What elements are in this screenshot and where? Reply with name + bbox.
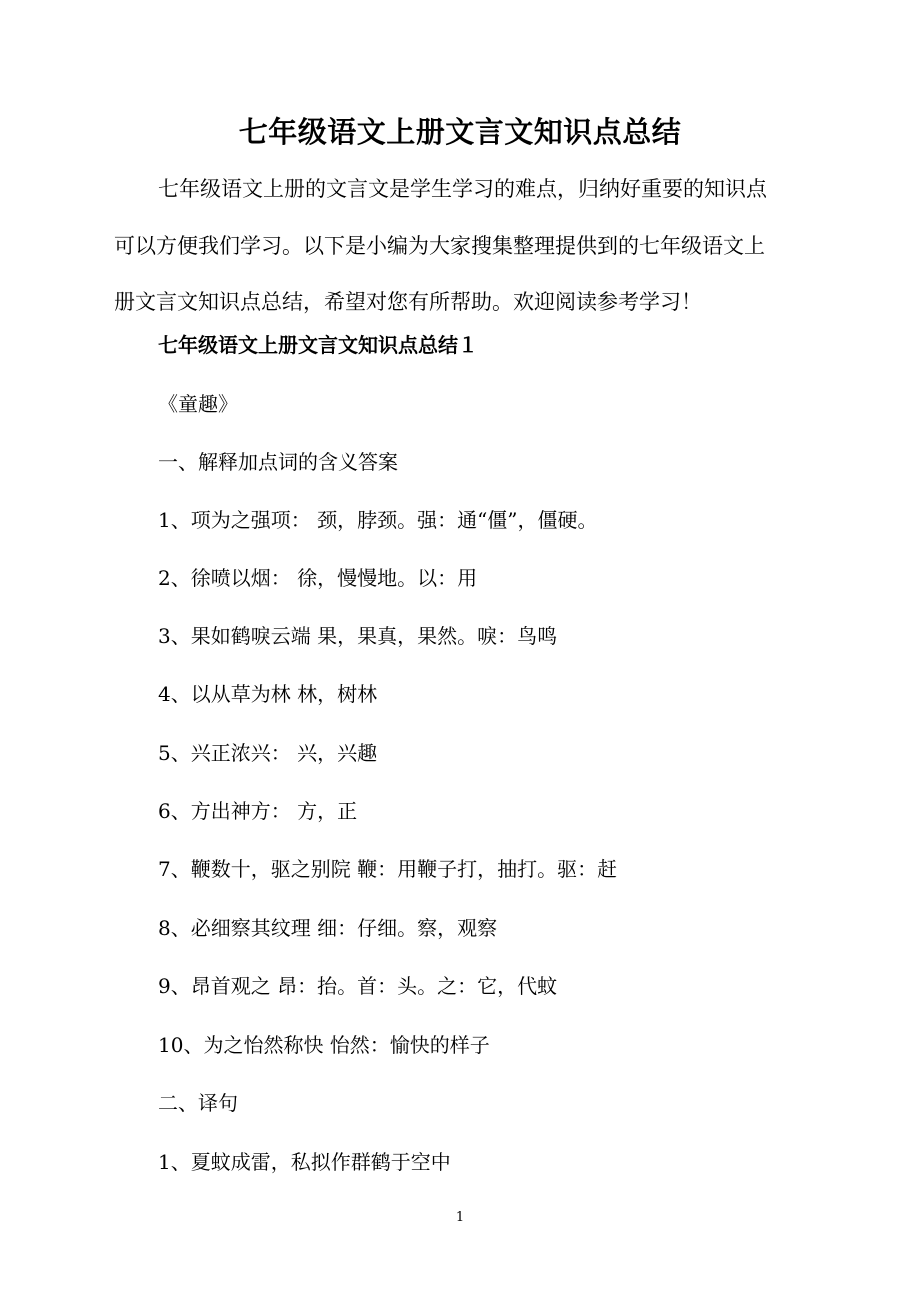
page-number: 1 [455,1210,465,1225]
intro-line: 七年级语文上册的文言文是学生学习的难点，归纳好重要的知识点 [158,177,767,201]
lesson-title: 《童趣》 [158,392,238,416]
section-heading: 七年级语文上册文言文知识点总结１ [158,333,478,357]
intro-paragraph [114,171,794,320]
definition-item: 7、鞭数十，驱之别院 鞭：用鞭子打，抽打。驱：赶 [158,857,618,881]
part1-heading: 一、解释加点词的含义答案 [158,450,398,474]
definition-item: 1、项为之强项： 颈，脖颈。强：通“僵”，僵硬。 [158,508,598,532]
intro-line: 可以方便我们学习。以下是小编为大家搜集整理提供到的七年级语文上 [114,233,765,258]
definition-item: 2、徐喷以烟： 徐，慢慢地。以：用 [158,566,478,590]
part2-heading: 二、译句 [158,1091,238,1115]
definition-item: 9、昂首观之 昂：抬。首：头。之：它，代蚊 [158,974,558,998]
definition-item: 4、以从草为林 林，树林 [158,682,378,706]
definition-item: 3、果如鹤唳云端 果，果真，果然。唳：鸟鸣 [158,624,558,648]
definition-item: 6、方出神方： 方，正 [158,799,358,823]
definition-item: 10、为之怡然称快 怡然：愉快的样子 [158,1033,490,1057]
definition-item: 8、必细察其纹理 细：仔细。察，观察 [158,916,498,940]
translation-item: 1、夏蚊成雷，私拟作群鹤于空中 [158,1150,451,1174]
document-title: 七年级语文上册文言文知识点总结 [238,115,682,149]
intro-line: 册文言文知识点总结，希望对您有所帮助。欢迎阅读参考学习！ [114,290,702,314]
definition-item: 5、兴正浓兴： 兴，兴趣 [158,741,378,765]
